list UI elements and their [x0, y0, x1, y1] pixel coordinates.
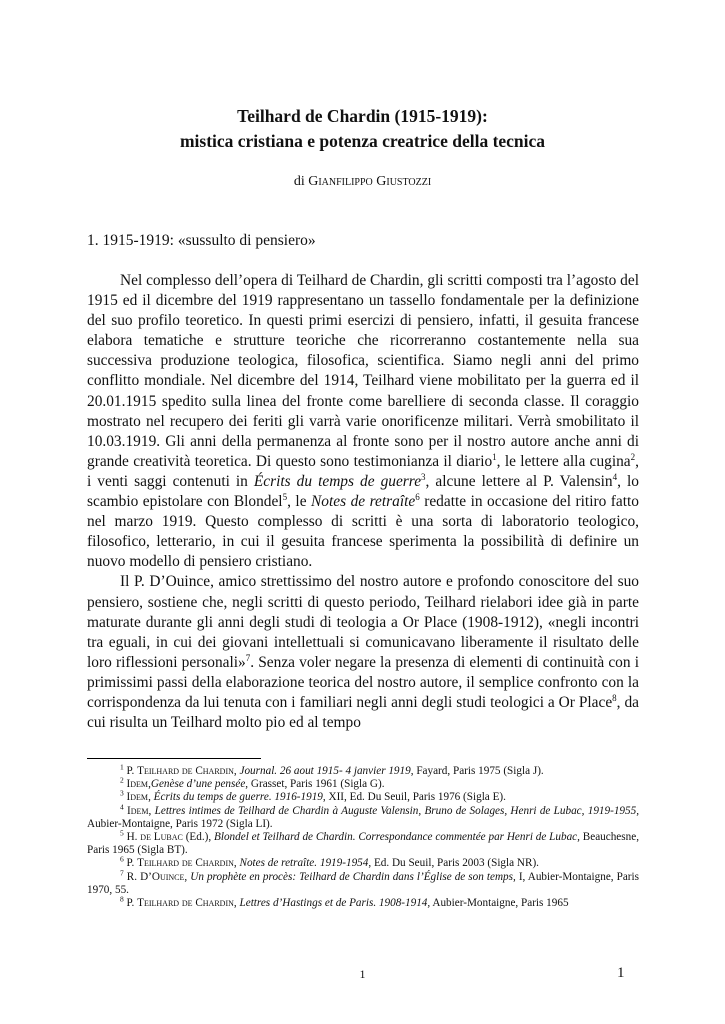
- footnote-1-text: P.: [123, 765, 138, 777]
- title-line-1: Teilhard de Chardin (1915-1919):: [237, 106, 488, 126]
- footnote-4-number: 4: [120, 801, 124, 811]
- footnote-5-title: Blondel et Teilhard de Chardin. Correspondance commentée par Henri de Lubac,: [214, 831, 580, 844]
- paragraph-1: [87, 271, 639, 572]
- footnote-6-sep: ,: [233, 857, 240, 870]
- footnote-8-publisher: Aubier-Montaigne, Paris 1965: [430, 897, 569, 910]
- p1-text-c: , i venti saggi contenuti in: [87, 452, 639, 490]
- footnote-2: [87, 775, 639, 791]
- footnote-1: [87, 762, 639, 778]
- paragraph-2: [87, 572, 639, 733]
- footnote-divider: [87, 758, 261, 759]
- footnote-7-author: D’Ouince: [140, 870, 185, 883]
- body-text: [87, 271, 639, 733]
- footnote-7-publisher: I, Aubier-Montaigne, Paris 1970, 55.: [87, 870, 639, 896]
- author-prefix: di: [293, 174, 309, 189]
- p1-text-b: , le lettere alla cugina: [496, 452, 631, 470]
- footnote-3-title: Écrits du temps de guerre. 1916-1919: [153, 791, 323, 804]
- footnote-2-title: Genèse d’une pensée: [150, 778, 246, 791]
- footnote-7-sep: ,: [184, 870, 191, 883]
- footnote-1-number: 1: [120, 762, 124, 772]
- p1-text-f: , le: [287, 493, 312, 511]
- footnote-6-author: Teilhard de Chardin: [137, 857, 234, 870]
- footnote-2-number: 2: [120, 775, 124, 785]
- footnote-3-publisher: , XII, Ed. Du Seuil, Paris 1976 (Sigla E).: [322, 791, 506, 804]
- footnote-ref-5: 5: [282, 491, 288, 502]
- footnote-ref-3: 3: [421, 471, 426, 482]
- p1-italic-notes: Notes de retraîte: [311, 493, 416, 511]
- footnote-8-number: 8: [120, 894, 124, 904]
- p1-italic-ecrits: Écrits du temps de guerre: [253, 472, 422, 490]
- footnote-2-sep: ,: [148, 778, 151, 791]
- p2-text-c: , da cui risulta un Teilhard molto pio ed al tempo: [87, 693, 639, 732]
- footnote-3-author: Idem: [123, 791, 149, 804]
- section-heading: 1. 1915-1919: «sussulto di pensiero»: [87, 232, 316, 249]
- footnote-4-sep: ,: [148, 804, 155, 817]
- document-title: [0, 104, 725, 154]
- footnote-1-publisher: , Fayard, Paris 1975 (Sigla J).: [410, 765, 544, 777]
- footnote-4-publisher: Aubier-Montaigne, Paris 1972 (Sigla LI).: [87, 817, 273, 830]
- footnote-ref-1: 1: [492, 451, 497, 462]
- footnote-7-text: R.: [123, 870, 141, 883]
- footnote-7: [87, 867, 639, 897]
- footnote-1-title: Journal. 26 aout 1915- 4 janvier 1919: [239, 765, 411, 777]
- footnote-2-author: Idem: [123, 778, 149, 791]
- footnote-ref-4: 4: [612, 471, 618, 482]
- author-name: Gianfilippo Giustozzi: [308, 174, 432, 189]
- footnote-ref-6: 6: [415, 491, 420, 502]
- footnote-4-title: Lettres intimes de Teilhard de Chardin à Auguste Valensin, Bruno de Solages, Henri de Lubac, 1919-1955,: [154, 804, 639, 817]
- footnote-8-title: Lettres d’Hastings et de Paris. 1908-1914,: [239, 897, 431, 910]
- footnote-4-author: Idem: [123, 804, 149, 817]
- footnote-2-publisher: , Grasset, Paris 1961 (Sigla G).: [245, 778, 385, 791]
- footnote-6: [87, 854, 639, 870]
- footnote-3-sep: ,: [148, 791, 154, 804]
- page-number-right: 1: [617, 965, 625, 981]
- p1-text-d: , alcune lettere al P. Valensin: [425, 472, 613, 490]
- footnote-6-publisher: , Ed. Du Seuil, Paris 2003 (Sigla NR).: [368, 857, 539, 870]
- page-number-center: 1: [359, 967, 366, 981]
- footnote-8: [87, 894, 639, 910]
- footnote-6-title: Notes de retraîte. 1919-1954: [239, 857, 369, 870]
- title-line-2: mistica cristiana e potenza creatrice della tecnica: [179, 131, 546, 151]
- footnote-ref-2: 2: [630, 451, 636, 462]
- p2-text-b: . Senza voler negare la presenza di elementi di continuità con i primissimi passi della elaborazione teorica del nostro autore, il semplice confronto con la corrispondenza da lui tenuta con i familiari negli anni degli studi teologici a Or Place: [87, 653, 639, 711]
- footnote-6-number: 6: [120, 854, 124, 864]
- footnote-4: [87, 801, 639, 831]
- footnote-1-sep: ,: [233, 765, 240, 777]
- footnote-ref-8: 8: [612, 692, 617, 703]
- footnote-8-sep: ,: [233, 897, 240, 910]
- footnote-5-publisher: Beauchesne, Paris 1965 (Sigla BT).: [87, 831, 639, 857]
- p1-text-e: , lo scambio epistolare con Blondel: [87, 472, 639, 511]
- p2-text-a: Il P. D’Ouince, amico strettissimo del nostro autore e profondo conoscitore del suo pensiero, sostiene che, negli scritti di questo periodo, Teilhard rielabori idee già in parte maturate durante gli anni degli studi di teologia a Or Place (1908-1912), «negli incontri tra eguali, in cui dei giovani intellettuali si comunicavano liberamente il risultato delle loro riflessioni personali»: [87, 573, 639, 671]
- footnote-5: [87, 828, 639, 857]
- footnote-5-text: H.: [123, 831, 141, 844]
- footnote-7-number: 7: [120, 867, 124, 877]
- footnote-5-sep: (Ed.),: [182, 831, 214, 844]
- footnote-8-text: P.: [123, 897, 138, 910]
- footnote-8-author: Teilhard de Chardin: [137, 897, 234, 910]
- footnote-6-text: P.: [123, 857, 138, 870]
- footnote-1-author: Teilhard de Chardin: [137, 765, 234, 777]
- footnote-5-number: 5: [120, 828, 124, 838]
- author-byline: [0, 174, 725, 190]
- p1-text-a: Nel complesso dell’opera di Teilhard de Chardin, gli scritti composti tra l’agosto del 1915 ed il dicembre del 1919 rappresentano un tassello fondamentale per la definizione del suo profilo teoretico. In questi primi esercizi di pensiero, infatti, il gesuita francese elabora tematiche e strutture teoriche che ricorreranno costantemente nella sua successiva produzione teologica, filosofica, scientifica. Siamo negli anni del primo conflitto mondiale. Nel dicembre del 1914, Teilhard viene mobilitato per la guerra ed il 20.01.1915 spedito sulla linea del fronte come barelliere di seconda classe. Il coraggio mostrato nel recupero dei feriti gli varrà varie onorificenze militari. Verrà smobilitato il 10.03.1919. Gli anni della permanenza al fronte sono per il nostro autore anche anni di grande creatività teoretica. Di questo sono testimonianza il diario: [87, 272, 639, 470]
- footnote-3: [87, 788, 639, 804]
- footnote-7-title: Un prophète en procès: Teilhard de Chardin dans l’Église de son temps,: [190, 870, 516, 883]
- footnote-3-number: 3: [120, 788, 124, 798]
- footnote-5-author: de Lubac: [140, 831, 183, 844]
- footnote-ref-7: 7: [245, 652, 251, 663]
- footnotes: [87, 762, 639, 910]
- p1-text-g: redatte in occasione del ritiro fatto nel marzo 1919. Questo complesso di scritti è una sorta di laboratorio teologico, filosofico, letterario, in cui il gesuita francese sperimenta la possibilità di definire un nuovo modello di pensiero cristiano.: [87, 493, 639, 571]
